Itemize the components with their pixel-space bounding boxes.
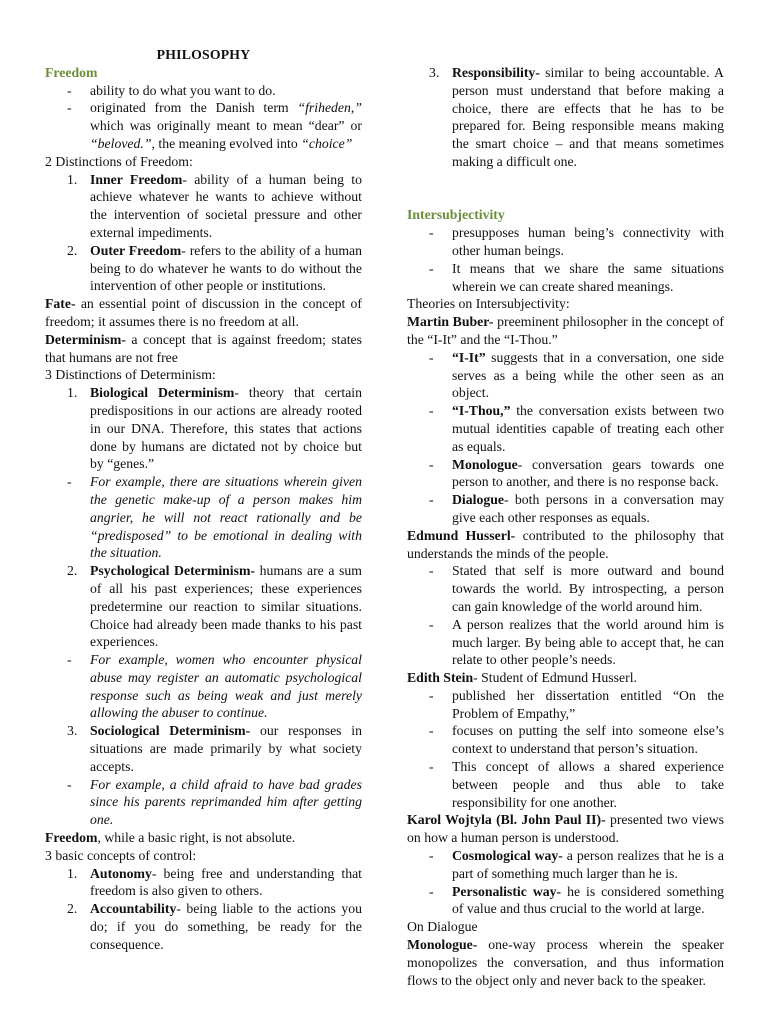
dash-bullet: -	[429, 883, 434, 899]
definition-text: contributed to the philosophy that understands the minds of the people.	[407, 527, 724, 561]
document-title: PHILOSOPHY	[156, 47, 251, 62]
definition-text: , while a basic right, is not absolute.	[97, 830, 296, 846]
dash-bullet: -	[429, 403, 434, 419]
bullet-item	[407, 722, 724, 758]
term-freedom: Freedom	[45, 830, 98, 846]
numbered-item	[45, 562, 362, 651]
definition-text: the conversation exists between two mutual identities capable of treating each other as equals.	[452, 403, 724, 454]
bullet-item	[407, 687, 724, 723]
term-accountability: Accountability	[90, 901, 177, 917]
bullet-text: ability to do what you want to do.	[90, 82, 276, 98]
numbered-item	[45, 384, 362, 473]
numbered-item	[45, 900, 362, 953]
definition-text: suggests that in a conversation, one side serves as a being while the other seen as an object.	[452, 349, 724, 401]
term-sociological-determinism: Sociological Determinism-	[90, 723, 251, 739]
bullet-item	[407, 562, 724, 615]
dash-bullet: -	[429, 848, 434, 864]
bullet-text: Stated that self is more outward and bound towards the world. By introspecting, a person can gain knowledge of the world around him.	[452, 563, 724, 614]
term-determinism: Determinism-	[45, 331, 126, 347]
term-i-it: “I-It”	[452, 349, 486, 365]
term-responsibility: Responsibility-	[452, 65, 540, 80]
dash-bullet: -	[429, 260, 434, 276]
term-i-thou: “I-Thou,”	[452, 403, 511, 419]
bullet-item	[407, 224, 724, 260]
bullet-item	[407, 402, 724, 455]
dash-bullet: -	[429, 456, 434, 472]
dash-bullet: -	[67, 82, 72, 98]
dash-bullet: -	[429, 723, 434, 739]
example-text: For example, women who encounter physical abuse may register an automatic psychological response such as being weak and just merely allowing the abuser to continue.	[90, 652, 362, 721]
dash-bullet: -	[67, 100, 72, 116]
example-item	[45, 473, 362, 562]
definition-text: - both persons in a conversation may give each other responses as equals.	[452, 492, 724, 525]
bullet-text: the meaning evolved into	[154, 135, 302, 151]
example-item	[45, 776, 362, 829]
definition-text: humans are a sum of all his past experiences; these experiences predetermine our reaction to similar situations. Choice had already been made thanks to his past experiences.	[90, 563, 362, 650]
list-number: 1.	[67, 385, 78, 401]
bullet-text: focuses on putting the self into someone else’s context to understand that person’s situation.	[452, 723, 724, 757]
numbered-item	[407, 64, 724, 171]
numbered-item	[45, 242, 362, 295]
definition-text: - ability of a human being to achieve whatever he wants to achieve without the intervention of societal pressure and other external impediments.	[90, 171, 362, 240]
definition-paragraph	[407, 669, 724, 687]
definition-text: - conversation gears towards one person to another, and there is no response back.	[452, 456, 724, 490]
numbered-item	[45, 865, 362, 901]
definition-paragraph	[407, 313, 724, 349]
list-number: 3.	[67, 723, 78, 739]
dash-bullet: -	[67, 652, 72, 668]
numbered-item	[45, 171, 362, 242]
definition-text: - being free and understanding that freedom is also given to others.	[90, 865, 362, 899]
dash-bullet: -	[429, 759, 434, 775]
list-intro: 3 basic concepts of control:	[45, 847, 197, 863]
definition-paragraph	[45, 295, 362, 331]
bullet-text: This concept of allows a shared experience between people and thus able to take responsibility for one another.	[452, 759, 724, 810]
dash-bullet: -	[67, 776, 72, 792]
definition-text: - refers to the ability of a human being to do whatever he wants to do without the intervention of other people or institutions.	[90, 242, 362, 294]
list-number: 2.	[67, 563, 78, 579]
example-text: For example, there are situations wherein given the genetic make-up of a person makes him angrier, he will not react rationally and be “predisposed” to be emotional in dealing with the situation.	[90, 474, 362, 561]
term-fate: Fate-	[45, 296, 76, 312]
bullet-text: presupposes human being’s connectivity with other human beings.	[452, 225, 724, 258]
bullet-item	[407, 883, 724, 919]
bullet-item	[407, 847, 724, 883]
list-number: 1.	[67, 171, 78, 187]
dash-bullet: -	[67, 474, 72, 490]
term-edmund-husserl: Edmund Husserl-	[407, 527, 516, 543]
definition-text: one-way process wherein the speaker monopolizes the conversation, and thus information flows to the object only and never back to the speaker.	[407, 937, 724, 988]
list-intro: On Dialogue	[407, 919, 478, 935]
dash-bullet: -	[429, 687, 434, 703]
bullet-text: published her dissertation entitled “On the Problem of Empathy,”	[452, 687, 724, 721]
definition-paragraph	[407, 936, 724, 989]
bullet-item	[45, 82, 362, 100]
definition-text: - theory that certain predispositions in our actions are already rooted in our DNA. Therefore, this states that actions done by humans are dictated not by choice but by “genes.”	[90, 385, 363, 472]
definition-paragraph	[407, 527, 724, 563]
bullet-item	[407, 491, 724, 527]
definition-text: presented two views on how a human person is understood.	[407, 812, 724, 846]
list-number: 2.	[67, 901, 78, 917]
bullet-item	[407, 758, 724, 811]
term-psychological-determinism: Psychological Determinism-	[90, 563, 255, 579]
term-cosmological-way: Cosmological way-	[452, 848, 563, 864]
dash-bullet: -	[429, 563, 434, 579]
bullet-text: It means that we share the same situations wherein we can create shared meanings.	[452, 260, 724, 294]
term-karol-wojtyla: Karol Wojtyla (Bl. John Paul II)-	[407, 812, 606, 828]
list-number: 3.	[429, 65, 440, 80]
term-choice: “choice”	[301, 135, 353, 151]
list-intro: 2 Distinctions of Freedom:	[45, 153, 193, 169]
section-heading-intersubjectivity: Intersubjectivity	[407, 207, 505, 223]
bullet-text: which was originally meant to mean “dear” or	[90, 118, 362, 134]
section-heading-freedom: Freedom	[45, 64, 98, 80]
bullet-text: A person realizes that the world around him is much larger. By being able to accept that, he can relate to other people’s needs.	[452, 616, 724, 668]
dash-bullet: -	[429, 349, 434, 365]
term-personalistic-way: Personalistic way-	[452, 883, 562, 899]
dash-bullet: -	[429, 492, 434, 508]
bullet-item	[407, 456, 724, 492]
dash-bullet: -	[429, 616, 434, 632]
term-beloved: “beloved.”,	[90, 135, 155, 151]
term-dialogue: Dialogue	[452, 492, 504, 508]
bullet-item	[45, 99, 362, 152]
definition-paragraph	[407, 811, 724, 847]
list-number: 2.	[67, 242, 78, 258]
definition-text: preeminent philosopher in the concept of the “I-It” and the “I-Thou.”	[407, 314, 724, 347]
right-column	[407, 64, 724, 989]
bullet-item	[407, 349, 724, 402]
bullet-text: originated from the Danish term	[90, 100, 298, 116]
definition-paragraph	[45, 331, 362, 367]
definition-text: - Student of Edmund Husserl.	[473, 670, 637, 686]
example-text: For example, a child afraid to have bad grades since his parents reprimanded him after getting one.	[90, 776, 362, 828]
term-outer-freedom: Outer Freedom	[90, 242, 182, 258]
list-intro: 3 Distinctions of Determinism:	[45, 367, 216, 383]
numbered-item	[45, 722, 362, 775]
list-number: 1.	[67, 865, 78, 881]
term-autonomy: Autonomy	[90, 865, 152, 881]
bullet-item	[407, 616, 724, 669]
definition-paragraph	[45, 829, 362, 847]
term-biological-determinism: Biological Determinism	[90, 385, 235, 401]
term-edith-stein: Edith Stein	[407, 670, 474, 686]
term-monologue-process: Monologue-	[407, 937, 478, 953]
term-inner-freedom: Inner Freedom	[90, 171, 183, 187]
left-column	[45, 46, 362, 954]
term-friheden: “friheden,”	[297, 100, 362, 116]
dash-bullet: -	[429, 225, 434, 241]
term-monologue: Monologue	[452, 456, 518, 472]
definition-text: similar to being accountable. A person must understand that before making a choice, there are effects that he has to be prepared for. Being responsible means making the smart choice – and that means sometimes making a difficult one.	[452, 65, 724, 169]
definition-text: our responses in situations are made primarily by what society accepts.	[90, 723, 362, 774]
bullet-item	[407, 260, 724, 296]
list-intro: Theories on Intersubjectivity:	[407, 296, 570, 312]
definition-text: a concept that is against freedom; states that humans are not free	[45, 331, 362, 365]
definition-text: an essential point of discussion in the concept of freedom; it assumes there is no freedom at all.	[45, 296, 362, 329]
definition-text: he is considered something of value and thus crucial to the world at large.	[452, 883, 725, 917]
term-martin-buber: Martin Buber-	[407, 314, 494, 330]
definition-text: - being liable to the actions you do; if you do something, be ready for the consequence.	[90, 901, 362, 952]
example-item	[45, 651, 362, 722]
definition-text: a person realizes that he is a part of something much larger than he is.	[452, 848, 724, 881]
